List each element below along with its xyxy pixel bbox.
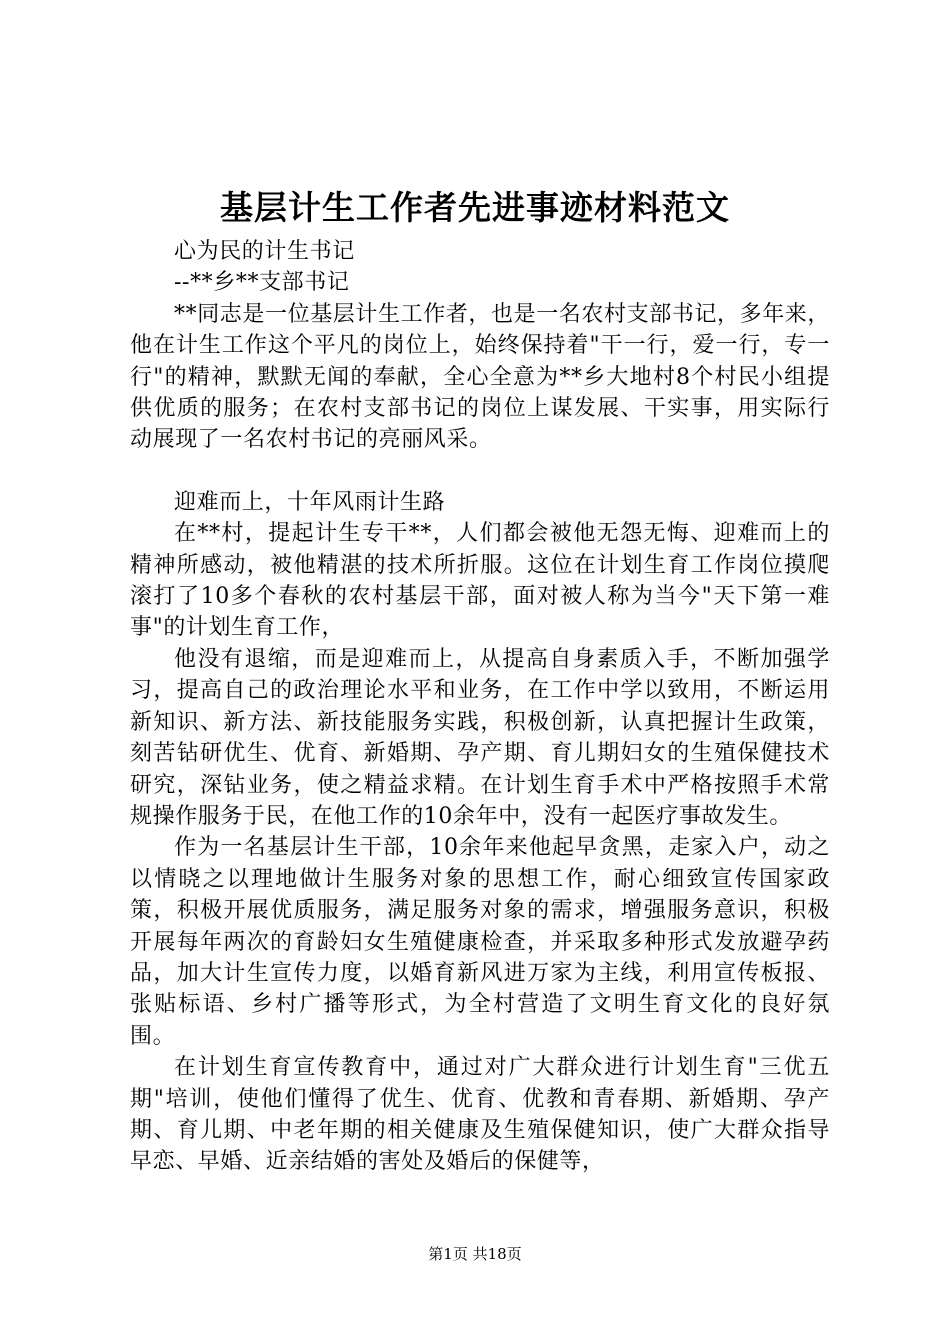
document-title: 基层计生工作者先进事迹材料范文 [220, 188, 730, 227]
body-paragraph: 在计划生育宣传教育中，通过对广大群众进行计划生育"三优五期"培训，使他们懂得了优生、优育、优教和青春期、新婚期、孕产期、育儿期、中老年期的相关健康及生殖保健知识，使广大群众指导早恋、早婚、近亲结婚的害处及婚后的保健等， [130, 1055, 830, 1175]
body-paragraph: 他没有退缩，而是迎难而上，从提高自身素质入手，不断加强学习，提高自己的政治理论水平和业务，在工作中学以致用，不断运用新知识、新方法、新技能服务实践，积极创新，认真把握计生政策，刻苦钻研优生、优育、新婚期、孕产期、育儿期妇女的生殖保健技术研究，深钻业务，使之精益求精。在计划生育手术中严格按照手术常规操作服务于民，在他工作的10余年中，没有一起医疗事故发生。 [130, 646, 830, 829]
author-line: --**乡**支部书记 [174, 270, 350, 296]
body-paragraph: 在**村，提起计生专干**，人们都会被他无怨无悔、迎难而上的精神所感动，被他精湛的技术所折服。这位在计划生育工作岗位摸爬滚打了10多个春秋的农村基层干部，面对被人称为当今"天下第一难事"的计划生育工作， [130, 521, 830, 641]
subtitle-paragraph: 心为民的计生书记 [174, 239, 355, 264]
section-heading: 迎难而上，十年风雨计生路 [174, 489, 446, 515]
body-paragraph: **同志是一位基层计生工作者，也是一名农村支部书记，多年来，他在计生工作这个平凡的岗位上，始终保持着"干一行，爱一行，专一行"的精神，默默无闻的奉献，全心全意为**乡大地村8个村民小组提供优质的服务；在农村支部书记的岗位上谋发展、干实事，用实际行动展现了一名农村书记的亮丽风采。 [130, 301, 831, 453]
body-paragraph: 作为一名基层计生干部，10余年来他起早贪黑，走家入户，动之以情晓之以理地做计生服务对象的思想工作，耐心细致宣传国家政策，积极开展优质服务，满足服务对象的需求，增强服务意识，积极开展每年两次的育龄妇女生殖健康检查，并采取多种形式发放避孕药品，加大计生宣传力度，以婚育新风进万家为主线，利用宣传板报、张贴标语、乡村广播等形式，为全村营造了文明生育文化的良好氛围。 [130, 835, 830, 1049]
page-footer: 第1页 共18页 [428, 1245, 522, 1263]
document-body [130, 236, 830, 1178]
